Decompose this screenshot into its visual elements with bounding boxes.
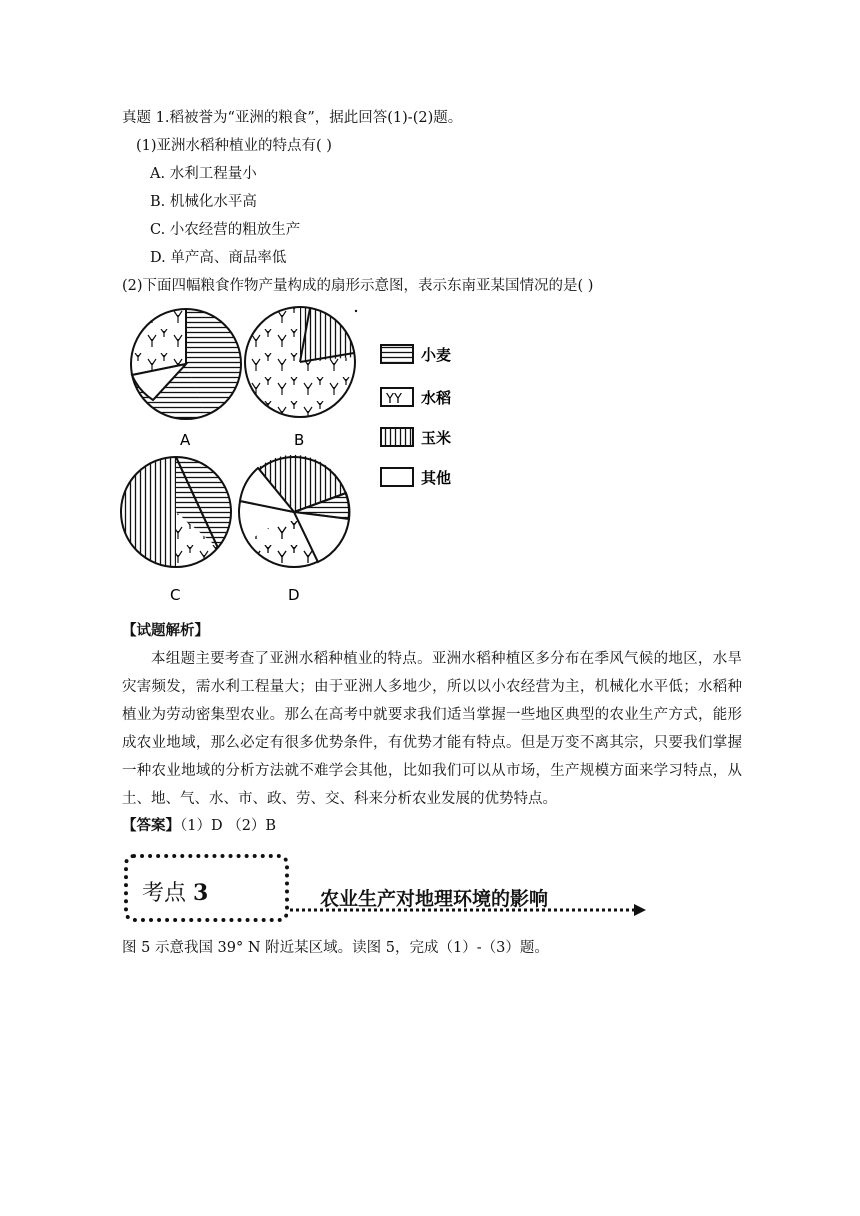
option-b: B. 机械化水平高 <box>150 194 257 210</box>
answer-label: 【答案】 <box>122 817 180 834</box>
question-intro: 真题 1.稻被誉为“亚洲的粮食”，据此回答(1)-(2)题。 <box>122 110 463 126</box>
pie-d <box>239 455 349 567</box>
legend-rice-symbol: YY <box>386 392 402 407</box>
legend-corn-swatch <box>381 428 413 446</box>
pie-label-a: A <box>180 431 191 449</box>
pie-charts-svg <box>118 305 478 610</box>
section-tag <box>142 876 208 907</box>
option-a: A. 水利工程量小 <box>150 166 257 182</box>
pie-charts-figure <box>118 305 478 610</box>
pie-label-d: D <box>288 586 300 604</box>
legend-label-wheat: 小麦 <box>421 346 452 364</box>
legend <box>381 345 451 487</box>
legend-label-rice: 水稻 <box>421 389 452 407</box>
pie-label-b: B <box>294 431 305 449</box>
answer-text: （1）D （2）B <box>180 818 277 834</box>
pie-a <box>131 309 241 419</box>
option-c: C. 小农经营的粗放生产 <box>150 222 301 238</box>
next-question: 图 5 示意我国 39° N 附近某区域。读图 5，完成（1）-（3）题。 <box>122 940 549 956</box>
pie-label-c: C <box>170 586 181 604</box>
analysis-heading: 【试题解析】 <box>122 622 209 639</box>
analysis-body: 本组题主要考查了亚洲水稻种植业的特点。亚洲水稻种植区多分布在季风气候的地区，水旱灾害频发，需水利工程量大；由于亚洲人多地少，所以以小农经营为主，机械化水平低；水稻种植业为劳动密集型农业。那么在高考中就要求我们适当掌握一些地区典型的农业生产方式，能形成农业地域，那么必定有很多优势条件，有优势才能有特点。但是万变不离其宗，只要我们掌握一种农业地域的分析方法就不难学会其他，比如我们可以从市场，生产规模方面来学习特点，从土、地、气、水、市、政、劳、交、科来分析农业发展的优势特点。 <box>122 651 742 807</box>
pie-b <box>244 307 357 417</box>
question-1-stem: (1)亚洲水稻种植业的特点有( ) <box>136 138 332 154</box>
legend-label-other: 其他 <box>421 469 452 487</box>
question-2-stem: (2)下面四幅粮食作物产量构成的扇形示意图，表示东南亚某国情况的是( ) <box>122 278 594 294</box>
section-tag-box <box>124 854 289 922</box>
section-tag-number: 3 <box>193 880 209 906</box>
legend-label-corn: 玉米 <box>421 429 452 447</box>
option-d: D. 单产高、商品率低 <box>150 250 287 266</box>
pie-c <box>121 457 231 567</box>
answer-line <box>122 816 276 836</box>
legend-other-swatch <box>381 468 413 486</box>
legend-wheat-swatch <box>381 345 413 363</box>
section-title: 农业生产对地理环境的影响 <box>320 888 549 910</box>
section-arrow <box>290 902 650 918</box>
section-tag-prefix: 考点 <box>142 881 187 906</box>
